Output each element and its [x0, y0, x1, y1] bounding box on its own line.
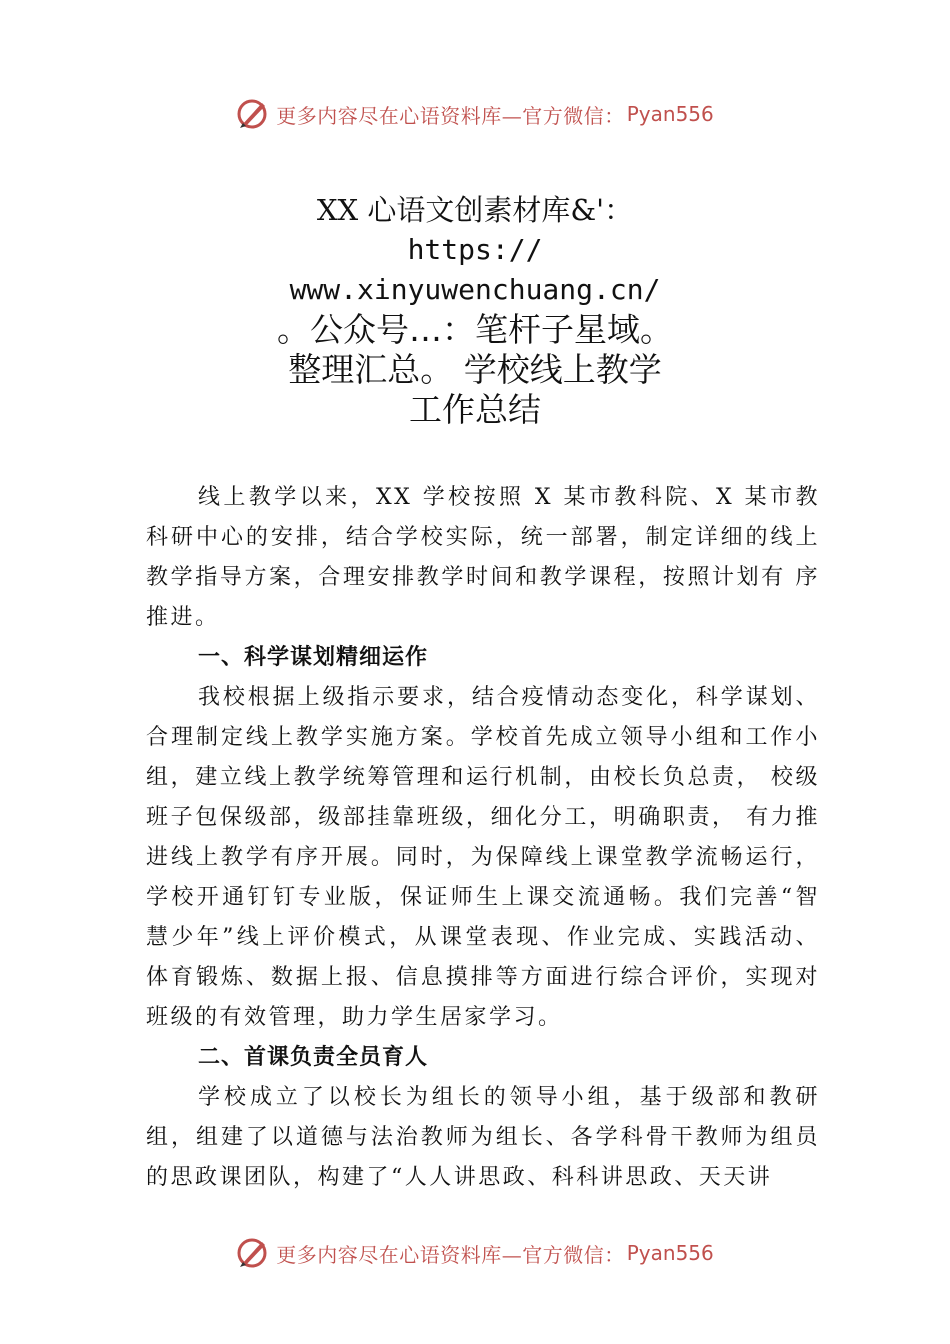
title-line-summary: 工作总结	[409, 390, 541, 429]
title-line-url-scheme: https://	[407, 233, 543, 266]
title-line-subject: 整理汇总。 学校线上教学	[288, 350, 662, 389]
section-heading-1: 一、科学谋划精细运作	[198, 645, 429, 670]
title-line-site: XX 心语文创素材库&'：	[316, 193, 634, 227]
footer-banner	[0, 1233, 950, 1273]
section-paragraph-2: 学校成立了以校长为组长的领导小组，基于级部和教研组，组建了以道德与法治教师为组长、各学科骨干教师为组员的思政课团队，构建了“人人讲思政、科科讲思政、天天讲	[146, 1085, 820, 1190]
intro-paragraph: 线上教学以来，XX 学校按照 X 某市教科院、X 某市教科研中心的安排，结合学校实际，统一部署，制定详细的线上教学指导方案，合理安排教学时间和教学课程，按照计划有 序推进。	[146, 485, 820, 630]
wechat-id: Pyan556	[626, 102, 714, 126]
pen-logo-icon	[236, 97, 270, 131]
section-paragraph-1: 我校根据上级指示要求，结合疫情动态变化，科学谋划、合理制定线上教学实施方案。学校首先成立领导小组和工作小组，建立线上教学统筹管理和运行机制，由校长负总责， 校级班子包保级部，级部挂靠班级，细化分工，明确职责， 有力推进线上教学有序开展。同时，为保障线上课堂教学流畅运行，学校开通钉钉专业版，保证师生上课交流通畅。我们完善“智慧少年”线上评价模式，从课堂表现、作业完成、实践活动、体育锻炼、数据上报、信息摸排等方面进行综合评价，实现对班级的有效管理，助力学生居家学习。	[146, 685, 820, 1030]
document-title	[150, 190, 800, 430]
header-banner	[0, 94, 950, 134]
pen-logo-icon	[236, 1236, 270, 1270]
section-heading-2: 二、首课负责全员育人	[198, 1045, 429, 1070]
banner-text: 更多内容尽在心语资料库—官方微信：	[276, 103, 625, 128]
title-line-url: www.xinyuwenchuang.cn/	[289, 273, 661, 306]
title-line-account: 。公众号…：笔杆子星域。	[277, 310, 673, 349]
document-body	[146, 478, 820, 1198]
banner-text: 更多内容尽在心语资料库—官方微信：	[276, 1242, 625, 1267]
wechat-id: Pyan556	[626, 1241, 714, 1265]
